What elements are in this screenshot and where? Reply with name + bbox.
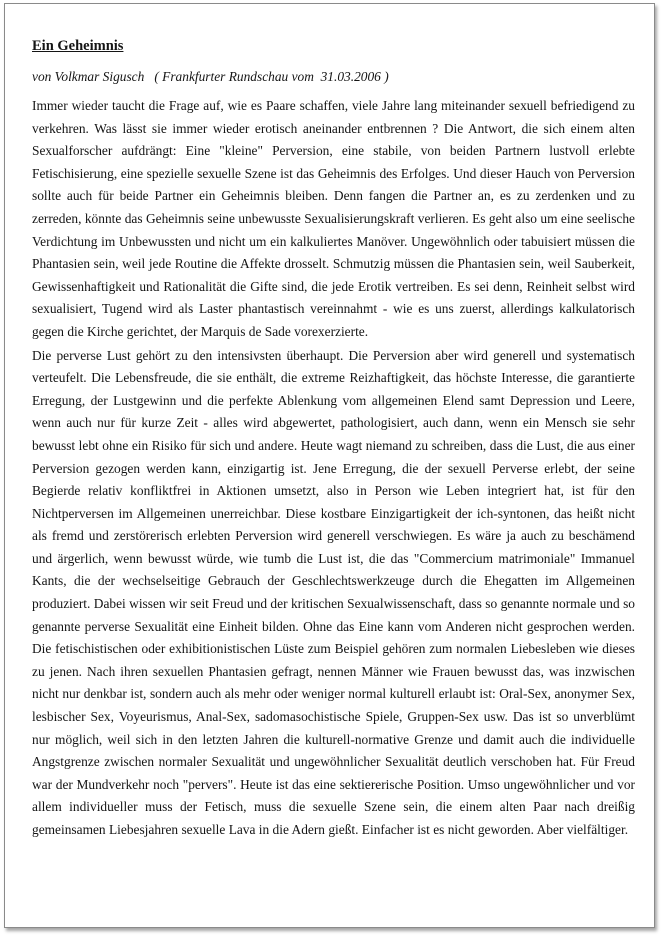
- article: [32, 37, 635, 842]
- paragraph-2: Die perverse Lust gehört zu den intensivsten überhaupt. Die Perversion aber wird generell und systematisch verteufelt. Die Lebensfreude, die sie enthält, die extreme Reizhaftigkeit, das höchste Interesse, die garantierte Erregung, der Lustgewinn und die perfekte Ablenkung vom allgemeinen Elend samt Depression und Leere, wenn auch nur für kurze Zeit - alles wird abgewertet, pathologisiert, auch dann, wenn ein Mensch sie sehr bewusst lebt ohne ein Risiko für sich und andere. Heute wagt niemand zu schreiben, dass die Lust, die aus einer Perversion gezogen werden kann, einzigartig ist. Jene Erregung, die der sexuell Perverse erlebt, der seine Begierde relativ konfliktfrei in Aktionen umsetzt, also in Person wie Leben integriert hat, ist für den Nichtperversen im Allgemeinen unerreichbar. Diese kostbare Einzigartigkeit der ich-syntonen, das heißt nicht als fremd und zerstörerisch erlebten Perversion wird generell verschwiegen. Es wäre ja auch zu beschämend und ärgerlich, wenn bewusst würde, wie tumb die Lust ist, die das "Commercium matrimoniale" Immanuel Kants, die der wechselseitige Gebrauch der Geschlechtswerkzeuge durch die Ehegatten im Allgemeinen produziert. Dabei wissen wir seit Freud und der kritischen Sexualwissenschaft, dass so genannte normale und so genannte perverse Sexualität eine Einheit bilden. Ohne das Eine kann vom Anderen nicht gesprochen werden. Die fetischistischen oder exhibitionistischen Lüste zum Beispiel gehören zum normalen Liebesleben wie dieses zu jenen. Nach ihren sexuellen Phantasien gefragt, nennen Männer wie Frauen bewusst das, was inzwischen nicht nur denkbar ist, sondern auch als mehr oder weniger normal kulturell erlaubt ist: Oral-Sex, anonymer Sex, lesbischer Sex, Voyeurismus, Anal-Sex, sadomasochistische Spiele, Gruppen-Sex usw. Das ist so unverblümt nur möglich, weil sich in den letzten Jahren die kulturell-normative Grenze und damit auch die individuelle Angstgrenze zwischen normaler Sexualität und ungewöhnlicher Sexualität deutlich verschoben hat. Für Freud war der Mundverkehr noch "pervers". Heute ist das eine sektiererische Position. Umso ungewöhnlicher und vor allem individueller muss der Fetisch, muss die sexuelle Szene sein, die einem alten Paar nach dreißig gemeinsamen Liebesjahren sexuelle Lava in die Adern gießt. Einfacher ist es nicht geworden. Aber vielfältiger.: [32, 347, 635, 837]
- document-page: [4, 3, 655, 928]
- article-byline: von Volkmar Sigusch ( Frankfurter Rundschau vom 31.03.2006 ): [32, 69, 389, 84]
- paragraph-1: Immer wieder taucht die Frage auf, wie es Paare schaffen, viele Jahre lang miteinander sexuell befriedigend zu verkehren. Was lässt sie immer wieder erotisch aneinander entbrennen ? Die Antwort, die sich einem alten Sexualforscher aufdrängt: Eine "kleine" Perversion, eine stabile, von beiden Partnern lustvoll erlebte Fetischisierung, eine spezielle sexuelle Szene ist das Geheimnis des Erfolges. Und dieser Hauch von Perversion sollte auch für beide Partner ein Geheimnis bleiben. Denn fangen die Partner an, es zu zerdenken und zu zerreden, könnte das Geheimnis seine unbewusste Sexualisierungskraft verlieren. Es geht also um eine seelische Verdichtung im Unbewussten und nicht um ein kalkuliertes Manöver. Ungewöhnlich oder tabuisiert müssen die Phantasien sein, weil jede Routine die Affekte drosselt. Schmutzig müssen die Phantasien sein, weil Sauberkeit, Gewissenhaftigkeit und Rationalität die Gifte sind, die jede Erotik vertreiben. Es sei denn, Reinheit selbst wird sexualisiert, Tugend wird als Laster phantastisch vereinnahmt - wie es uns zuerst, allerdings kalkulatorisch gegen die Kirche gerichtet, der Marquis de Sade vorexerzierte.: [32, 98, 635, 339]
- article-title: Ein Geheimnis: [32, 38, 124, 54]
